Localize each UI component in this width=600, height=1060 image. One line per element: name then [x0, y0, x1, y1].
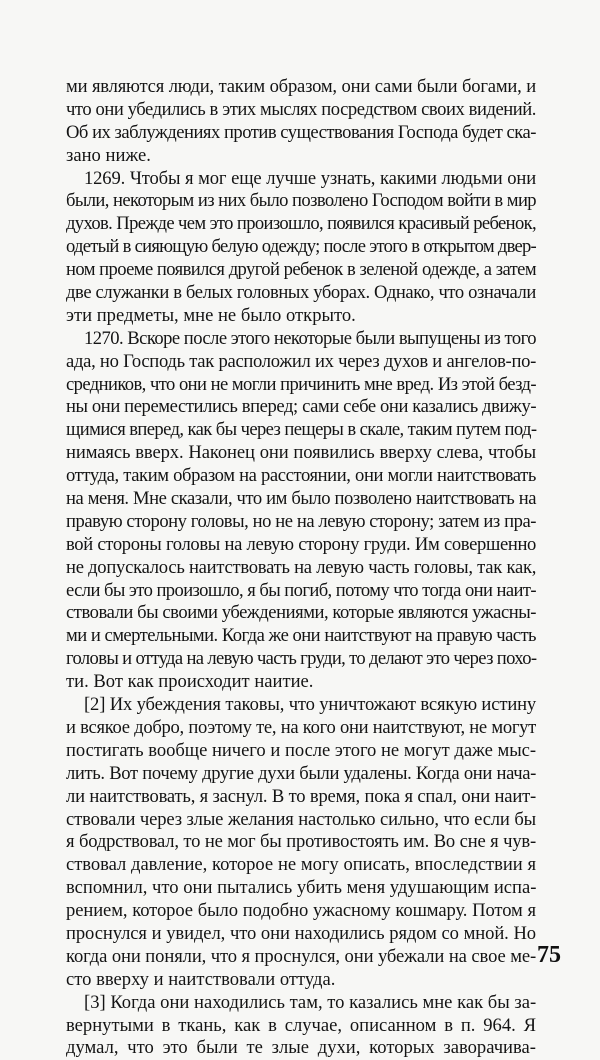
text-line: эти предметы, мне не было открыто. — [66, 304, 356, 326]
text-line: я бодрствовал, то не мог бы противостоять им. Во сне я чув- — [66, 831, 536, 853]
text-line: постигать вообще ничего и после этого не могут даже мыс- — [66, 739, 536, 761]
text-line: головы и оттуда на левую часть груди, то делают это через похо- — [66, 648, 537, 670]
text-line: когда они поняли, что я проснулся, они убежали на свое ме- — [66, 945, 537, 967]
text-line: вспомнил, что они пытались убить меня удушающим испа- — [66, 877, 537, 899]
text-line: нимаясь вверх. Наконец они появились вверху слева, чтобы — [66, 442, 536, 464]
text-line: не допускалось наитствовать на левую часть головы, так как, — [66, 556, 537, 578]
text-line: Об их заблуждениях против существования Господа будет ска- — [66, 121, 536, 143]
text-line: если бы это произошло, я бы погиб, потому что тогда они наит- — [66, 579, 536, 601]
text-line: на меня. Мне сказали, что им было позволено наитствовать на — [66, 488, 536, 510]
page-number: 75 — [537, 942, 561, 968]
text-line: средников, что они не могли причинить мне вред. Из этой безд- — [66, 373, 536, 395]
body-text — [66, 76, 536, 1060]
text-line: ствовали через злые желания настолько сильно, что если бы — [66, 808, 536, 830]
text-line: щимися вперед, как бы через пещеры в скале, таким путем под- — [66, 419, 537, 441]
text-line: ли наитствовать, я заснул. В то время, пока я спал, они наит- — [66, 785, 536, 807]
text-line: ном проеме появился другой ребенок в зеленой одежде, а затем — [66, 259, 536, 281]
text-line: 1270. Вскоре после этого некоторые были выпущены из того — [84, 327, 536, 349]
text-line: и всякое добро, поэтому те, на кого они наитствуют, не могут — [66, 716, 536, 738]
text-line: что они убедились в этих мыслях посредством своих видений. — [66, 98, 536, 120]
text-line: ти. Вот как происходит наитие. — [66, 671, 314, 693]
text-line: ми и смертельными. Когда же они наитствуют на правую часть — [66, 625, 536, 647]
text-line: проснулся и увидел, что они находились рядом со мной. Но — [66, 922, 536, 944]
text-line: духов. Прежде чем это произошло, появился красивый ребенок, — [66, 213, 536, 235]
text-line: [3] Когда они находились там, то казались мне как бы за- — [84, 991, 537, 1013]
text-line: рением, которое было подобно ужасному кошмару. Потом я — [66, 900, 536, 922]
text-line: ствовал давление, которое не могу описать, впоследствии я — [66, 854, 536, 876]
text-line: были, некоторым из них было позволено Господом войти в мир — [66, 190, 536, 212]
text-line: лить. Вот почему другие духи были удалены. Когда они нача- — [66, 762, 536, 784]
text-line: [2] Их убеждения таковы, что уничтожают всякую истину — [84, 694, 537, 716]
text-line: сто вверху и наитствовали оттуда. — [66, 968, 336, 990]
text-line: ны они переместились вперед; сами себе они казались движу- — [66, 396, 537, 418]
text-line: зано ниже. — [66, 144, 151, 166]
text-line: правую сторону головы, но не на левую сторону; затем из пра- — [66, 510, 536, 532]
text-line: ми являются люди, таким образом, они сами были богами, и — [66, 76, 536, 97]
text-line: одетый в сияющую белую одежду; после этого в открытом двер- — [66, 236, 536, 258]
text-line: ада, но Господь так расположил их через духов и ангелов-по- — [66, 350, 536, 372]
text-line: думал, что это были те злые духи, которых заворачива- — [66, 1037, 536, 1059]
text-line: ствовали бы своими убеждениями, которые являются ужасны- — [66, 602, 537, 624]
text-line: вернутыми в ткань, как в случае, описанном в п. 964. Я — [66, 1014, 536, 1036]
text-line: оттуда, таким образом на расстоянии, они могли наитствовать — [66, 465, 536, 487]
text-line: 1269. Чтобы я мог еще лучше узнать, какими людьми они — [84, 167, 536, 189]
text-line: две служанки в белых головных уборах. Однако, что означали — [66, 282, 536, 304]
text-line: вой стороны головы на левую сторону груди. Им совершенно — [66, 533, 536, 555]
